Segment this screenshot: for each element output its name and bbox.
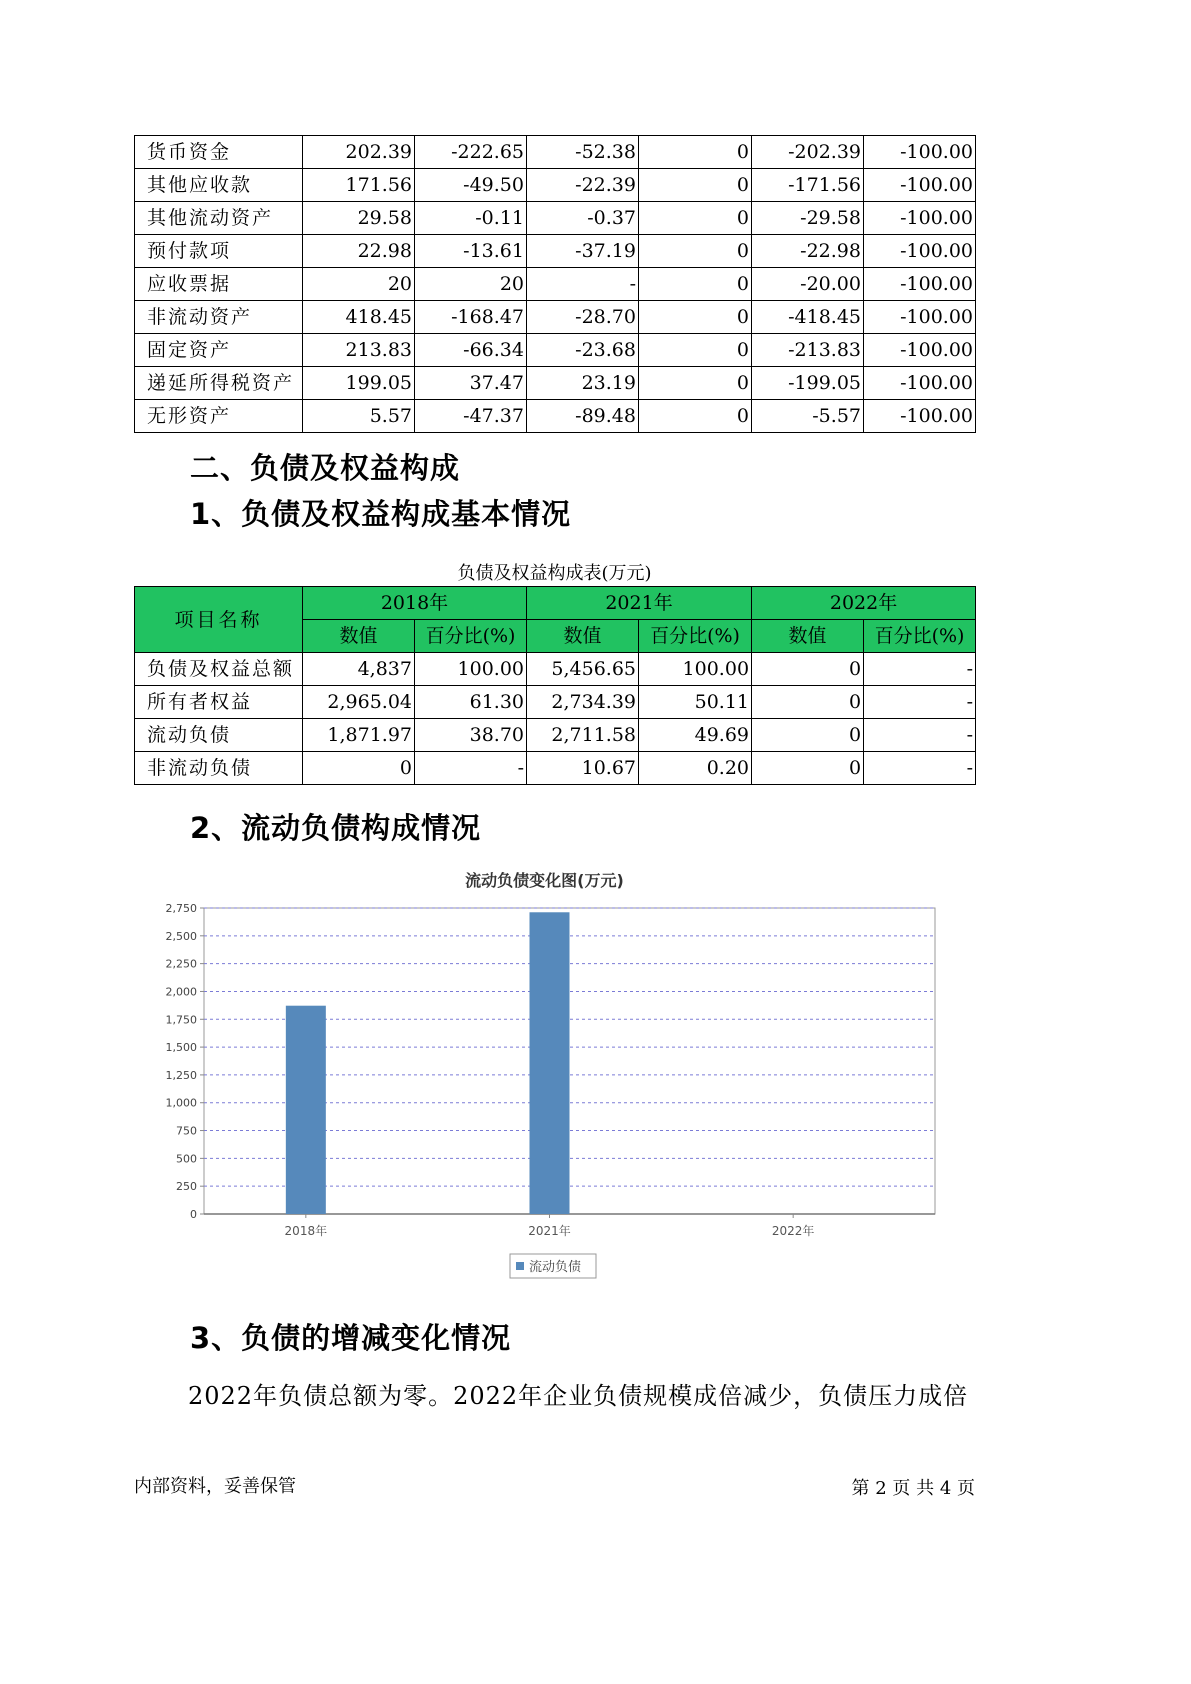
x-tick-label: 2022年 bbox=[771, 1224, 815, 1238]
header-value: 数值 bbox=[303, 620, 415, 653]
table-row bbox=[135, 400, 976, 433]
x-tick-label: 2018年 bbox=[284, 1224, 328, 1238]
table-cell: 199.05 bbox=[303, 367, 415, 400]
header-year-2022: 2022年 bbox=[752, 587, 976, 620]
table-cell: 29.58 bbox=[303, 202, 415, 235]
table-cell: - bbox=[864, 653, 976, 686]
table-cell: 22.98 bbox=[303, 235, 415, 268]
table-cell: 49.69 bbox=[639, 719, 752, 752]
table-cell: - bbox=[415, 752, 527, 785]
header-percent: 百分比(%) bbox=[864, 620, 976, 653]
table-cell: -213.83 bbox=[752, 334, 864, 367]
y-tick-label: 2,250 bbox=[165, 957, 197, 971]
table-row bbox=[135, 686, 976, 719]
table-cell: -66.34 bbox=[415, 334, 527, 367]
table-row bbox=[135, 268, 976, 301]
table-cell: -100.00 bbox=[864, 202, 976, 235]
footer-page-number: 第 2 页 共 4 页 bbox=[851, 1478, 975, 1499]
table-cell: 20 bbox=[415, 268, 527, 301]
row-label: 非流动资产 bbox=[135, 301, 303, 334]
table-cell: - bbox=[864, 719, 976, 752]
table-row bbox=[135, 752, 976, 785]
row-label: 流动负债 bbox=[135, 719, 303, 752]
table-cell: -100.00 bbox=[864, 136, 976, 169]
x-tick-label: 2021年 bbox=[528, 1224, 571, 1238]
header-year-2018: 2018年 bbox=[303, 587, 527, 620]
asset-table-body bbox=[135, 136, 976, 433]
table-cell: -100.00 bbox=[864, 367, 976, 400]
row-label: 非流动负债 bbox=[135, 752, 303, 785]
header-year-2021: 2021年 bbox=[527, 587, 752, 620]
legend-label: 流动负债 bbox=[529, 1260, 582, 1275]
legend-swatch bbox=[516, 1262, 524, 1270]
row-label: 应收票据 bbox=[135, 268, 303, 301]
table-row bbox=[135, 202, 976, 235]
row-label: 货币资金 bbox=[135, 136, 303, 169]
table-cell: -0.37 bbox=[527, 202, 639, 235]
chart-title: 流动负债变化图(万元) bbox=[465, 871, 624, 890]
table-cell: 0 bbox=[639, 136, 752, 169]
table-row bbox=[135, 334, 976, 367]
table-cell: -168.47 bbox=[415, 301, 527, 334]
table-cell: -49.50 bbox=[415, 169, 527, 202]
subheading-current-liabilities: 2、流动负债构成情况 bbox=[190, 811, 482, 845]
table-cell: 0 bbox=[752, 719, 864, 752]
table-row bbox=[135, 301, 976, 334]
y-tick-label: 2,750 bbox=[165, 902, 197, 915]
liab-table-body bbox=[135, 653, 976, 785]
subheading-basic-composition: 1、负债及权益构成基本情况 bbox=[190, 497, 572, 531]
table-cell: 0 bbox=[752, 686, 864, 719]
table-cell: 37.47 bbox=[415, 367, 527, 400]
table-cell: 418.45 bbox=[303, 301, 415, 334]
row-label: 递延所得税资产 bbox=[135, 367, 303, 400]
table-cell: -22.98 bbox=[752, 235, 864, 268]
y-tick-label: 250 bbox=[176, 1180, 197, 1194]
table-cell: 0 bbox=[639, 334, 752, 367]
table-cell: -100.00 bbox=[864, 400, 976, 433]
table-cell: 0 bbox=[752, 653, 864, 686]
row-label: 其他应收款 bbox=[135, 169, 303, 202]
y-tick-label: 750 bbox=[176, 1124, 197, 1138]
row-label: 负债及权益总额 bbox=[135, 653, 303, 686]
table-row bbox=[135, 367, 976, 400]
header-item-name: 项目名称 bbox=[135, 587, 303, 653]
footer-confidential-note: 内部资料，妥善保管 bbox=[134, 1476, 296, 1497]
table-row bbox=[135, 653, 976, 686]
current-liabilities-bar-chart bbox=[140, 860, 950, 1290]
liabilities-equity-table bbox=[134, 586, 976, 785]
table-cell: -418.45 bbox=[752, 301, 864, 334]
table-cell: 0.20 bbox=[639, 752, 752, 785]
table-cell: 0 bbox=[639, 202, 752, 235]
table-cell: -20.00 bbox=[752, 268, 864, 301]
table-cell: 0 bbox=[639, 301, 752, 334]
table-cell: 0 bbox=[303, 752, 415, 785]
table-cell: -23.68 bbox=[527, 334, 639, 367]
table-cell: -171.56 bbox=[752, 169, 864, 202]
liab-table-caption: 负债及权益构成表(万元) bbox=[457, 563, 652, 584]
y-tick-label: 2,500 bbox=[165, 929, 197, 943]
table-cell: 100.00 bbox=[415, 653, 527, 686]
table-cell: 0 bbox=[752, 752, 864, 785]
header-value: 数值 bbox=[527, 620, 639, 653]
subheading-liability-change: 3、负债的增减变化情况 bbox=[190, 1321, 512, 1355]
table-cell: -29.58 bbox=[752, 202, 864, 235]
table-cell: 5.57 bbox=[303, 400, 415, 433]
table-cell: -0.11 bbox=[415, 202, 527, 235]
table-cell: -100.00 bbox=[864, 169, 976, 202]
table-row bbox=[135, 169, 976, 202]
table-cell: 4,837 bbox=[303, 653, 415, 686]
table-cell: 20 bbox=[303, 268, 415, 301]
table-cell: - bbox=[864, 686, 976, 719]
table-cell: - bbox=[864, 752, 976, 785]
table-cell: 2,734.39 bbox=[527, 686, 639, 719]
table-cell: 5,456.65 bbox=[527, 653, 639, 686]
y-tick-label: 500 bbox=[176, 1152, 197, 1166]
row-label: 固定资产 bbox=[135, 334, 303, 367]
table-cell: 0 bbox=[639, 268, 752, 301]
table-cell: 0 bbox=[639, 400, 752, 433]
table-cell: -100.00 bbox=[864, 268, 976, 301]
y-tick-label: 1,500 bbox=[165, 1041, 197, 1055]
table-row bbox=[135, 235, 976, 268]
table-cell: - bbox=[527, 268, 639, 301]
row-label: 无形资产 bbox=[135, 400, 303, 433]
table-cell: 2,711.58 bbox=[527, 719, 639, 752]
table-cell: -100.00 bbox=[864, 301, 976, 334]
table-cell: -22.39 bbox=[527, 169, 639, 202]
row-label: 其他流动资产 bbox=[135, 202, 303, 235]
header-percent: 百分比(%) bbox=[639, 620, 752, 653]
table-cell: -100.00 bbox=[864, 334, 976, 367]
table-cell: 0 bbox=[639, 169, 752, 202]
table-cell: -89.48 bbox=[527, 400, 639, 433]
body-paragraph: 2022年负债总额为零。2022年企业负债规模成倍减少，负债压力成倍 bbox=[188, 1382, 969, 1410]
table-row bbox=[135, 719, 976, 752]
table-cell: -199.05 bbox=[752, 367, 864, 400]
table-cell: -222.65 bbox=[415, 136, 527, 169]
table-cell: 1,871.97 bbox=[303, 719, 415, 752]
table-cell: 213.83 bbox=[303, 334, 415, 367]
table-cell: -52.38 bbox=[527, 136, 639, 169]
table-cell: -5.57 bbox=[752, 400, 864, 433]
row-label: 所有者权益 bbox=[135, 686, 303, 719]
table-row bbox=[135, 136, 976, 169]
table-cell: 61.30 bbox=[415, 686, 527, 719]
header-percent: 百分比(%) bbox=[415, 620, 527, 653]
table-cell: -100.00 bbox=[864, 235, 976, 268]
y-tick-label: 1,750 bbox=[165, 1013, 197, 1027]
bar-2018年 bbox=[286, 1006, 326, 1214]
table-cell: 0 bbox=[639, 367, 752, 400]
header-value: 数值 bbox=[752, 620, 864, 653]
y-tick-label: 1,000 bbox=[165, 1096, 197, 1110]
table-cell: 10.67 bbox=[527, 752, 639, 785]
table-cell: -28.70 bbox=[527, 301, 639, 334]
y-tick-label: 0 bbox=[190, 1208, 197, 1221]
table-cell: -13.61 bbox=[415, 235, 527, 268]
table-cell: -202.39 bbox=[752, 136, 864, 169]
table-cell: -47.37 bbox=[415, 400, 527, 433]
y-tick-label: 2,000 bbox=[165, 985, 197, 999]
asset-change-table bbox=[134, 135, 976, 433]
table-cell: 2,965.04 bbox=[303, 686, 415, 719]
section-heading-liabilities-equity: 二、负债及权益构成 bbox=[190, 451, 461, 485]
table-cell: -37.19 bbox=[527, 235, 639, 268]
table-cell: 171.56 bbox=[303, 169, 415, 202]
bar-2021年 bbox=[530, 912, 570, 1214]
table-cell: 100.00 bbox=[639, 653, 752, 686]
y-tick-label: 1,250 bbox=[165, 1068, 197, 1082]
table-cell: 38.70 bbox=[415, 719, 527, 752]
row-label: 预付款项 bbox=[135, 235, 303, 268]
table-cell: 202.39 bbox=[303, 136, 415, 169]
table-cell: 23.19 bbox=[527, 367, 639, 400]
table-cell: 0 bbox=[639, 235, 752, 268]
table-cell: 50.11 bbox=[639, 686, 752, 719]
